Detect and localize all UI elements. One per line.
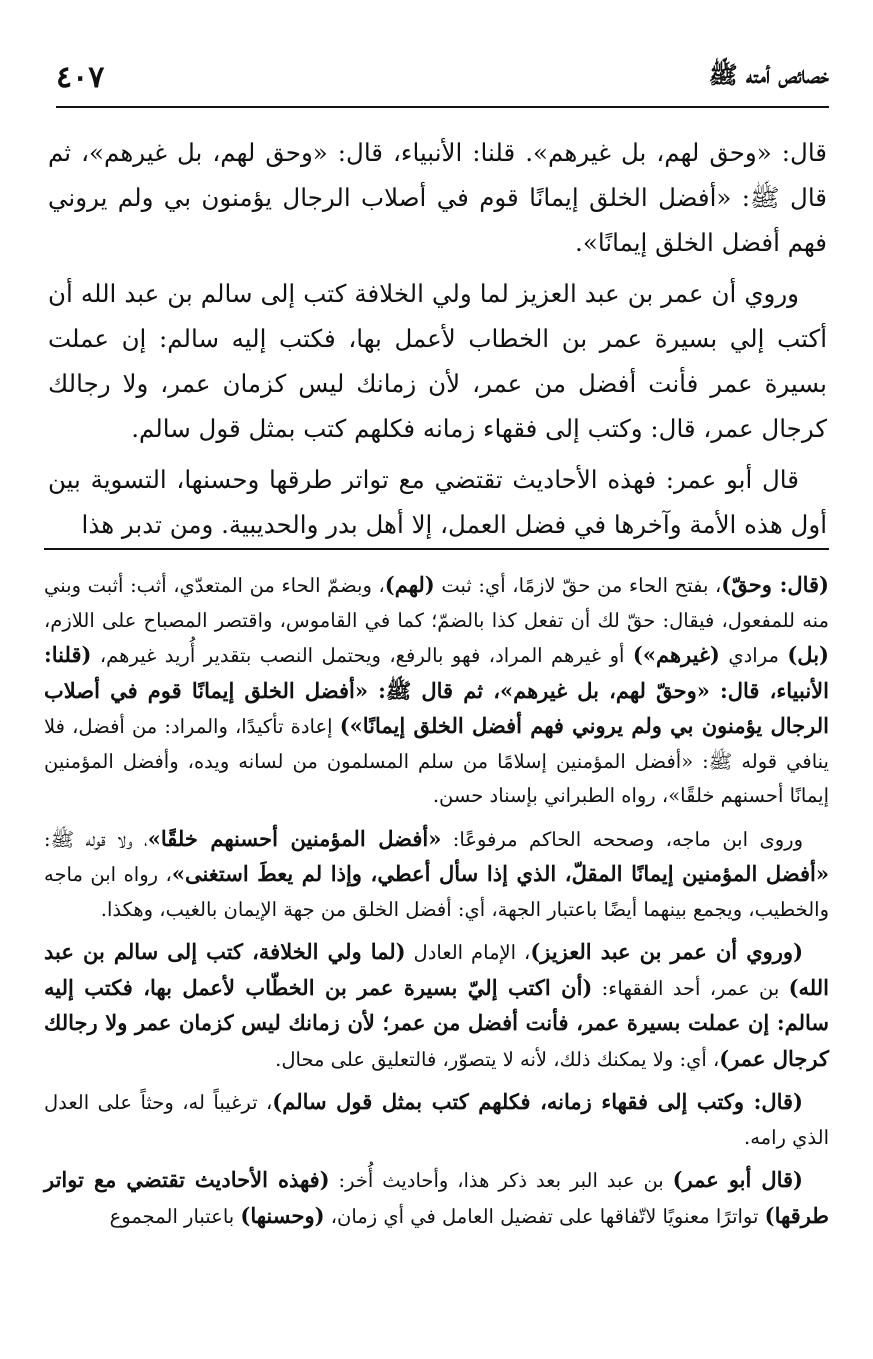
running-title: خصائص أمته ﷺ [708, 59, 829, 89]
commentary-paragraph [44, 568, 829, 814]
main-text [48, 130, 827, 553]
main-paragraph: قال: «وحق لهم، بل غيرهم». قلنا: الأنبياء، قال: «وحق لهم، بل غيرهم»، ثم قال ﷺ: «أفضل الخلق إيمانًا قوم في أصلاب الرجال يؤمنون بي ولم يروني فهم أفضل الخلق إيمانًا». [48, 138, 827, 257]
commentary-text: ، رواه ابن ماجه والخطيب، ويجمع بينهما أيضًا باعتبار الجهة، أي: أفضل الخلق من جهة الإيمان بالغيب، وهكذا. [44, 863, 829, 921]
commentary-text: ، ترغيباً له، وحثاً على العدل الذي رامه. [44, 1091, 829, 1149]
quoted-text: (غيرهم») [632, 642, 720, 667]
quoted-text: «أفضل المؤمنين أحسنهم خلقًا» [147, 825, 442, 851]
commentary-text: ، ولا قوله ﷺ: [44, 827, 148, 851]
main-paragraph: قال أبو عمر: فهذه الأحاديث تقتضي مع تواتر طرقها وحسنها، التسوية بين أول هذه الأمة وآخرها في فضل العمل، إلا أهل بدر والحديبية. ومن تدبر هذا [48, 465, 827, 539]
commentary-text: بن عمر، أحد الفقهاء: [592, 976, 789, 1000]
quoted-text: (قال: وحقّ) [721, 572, 829, 597]
header-rule [56, 106, 829, 108]
commentary-text: أو غيرهم المراد، فهو بالرفع، ويحتمل النصب بتقدير أُريد غيرهم، [91, 644, 633, 667]
quoted-text: (لما ولي الخلافة، كتب إلى سالم بن عبد الله) [44, 939, 829, 1000]
page-header [56, 56, 829, 98]
commentary-text: مرادي [719, 644, 788, 667]
commentary-text: بن عبد البر بعد ذكر هذا، وأحاديث أُخر: [329, 1169, 673, 1192]
commentary [44, 568, 829, 1242]
quoted-text: (قال أبو عمر) [672, 1167, 803, 1192]
commentary-text: ، أي: ولا يمكنك ذلك، لأنه لا يتصوّر، فالتعليق على محال. [275, 1047, 720, 1071]
quoted-text: (قلنا: الأنبياء، قال: «وحقّ لهم، بل غيرهم»، ثم قال ﷺ: «أفضل الخلق إيمانًا قوم في أصلاب الرجال يؤمنون بي ولم يروني فهم أفضل الخلق إيمانًا») [44, 642, 829, 738]
commentary-paragraph [44, 822, 829, 928]
footnote-separator [44, 548, 829, 550]
commentary-text: وروى ابن ماجه، وصححه الحاكم مرفوعًا: [441, 827, 803, 851]
quoted-text: (لهم) [384, 572, 435, 597]
quoted-text: (بل) [787, 642, 829, 667]
commentary-text: إعادة تأكيدًا، والمراد: من أفضل، فلا ينافي قوله ﷺ: «أفضل المؤمنين إسلامًا من سلم المسلمون من لسانه ويده، وأفضل المؤمنين إيمانًا أحسنهم خلقًا»، رواه الطبراني بإسناد حسن. [44, 715, 829, 807]
commentary-text: ، الإمام العادل [405, 941, 531, 964]
commentary-paragraph [44, 1085, 829, 1155]
quoted-text: (فهذه الأحاديث تقتضي مع تواتر طرقها) [44, 1167, 829, 1228]
quoted-text: «أفضل المؤمنين إيمانًا المقلّ، الذي إذا سأل أعطي، وإذا لم يعطَ استغنى» [171, 861, 829, 886]
commentary-text: تواترًا معنويًا لاتّفاقها على تفضيل العامل في أي زمان، [324, 1204, 765, 1228]
commentary-text: ، بفتح الحاء من حقّ لازمًا، أي: ثبت [434, 574, 722, 597]
quoted-text: (وروي أن عمر بن عبد العزيز) [530, 939, 804, 964]
commentary-paragraph [44, 935, 829, 1077]
commentary-text: باعتبار المجموع [109, 1204, 241, 1228]
main-paragraph: وروي أن عمر بن عبد العزيز لما ولي الخلافة كتب إلى سالم بن عبد الله أن أكتب إلي بسيرة عمر بن الخطاب لأعمل بها، فكتب إليه سالم: إن عملت بسيرة عمر فأنت أفضل من عمر، لأن زمانك ليس كزمان عمر، ولا رجالك كرجال عمر، قال: وكتب إلى فقهاء زمانه فكلهم كتب بمثل قول سالم. [48, 279, 827, 443]
page-number: ٤٠٧ [56, 59, 105, 95]
quoted-text: (أن اكتب إليّ بسيرة عمر بن الخطّاب لأعمل بها، فكتب إليه سالم: إن عملت بسيرة عمر، فأنت أفضل من عمر؛ لأن زمانك ليس كزمان عمر ولا رجالك كرجال عمر) [44, 974, 829, 1071]
commentary-paragraph [44, 1163, 829, 1234]
quoted-text: (قال: وكتب إلى فقهاء زمانه، فكلهم كتب بمثل قول سالم) [272, 1089, 803, 1114]
commentary-text: ، وبضمّ الحاء من المتعدّي، أثب: أثبت وبني منه للمفعول، فيقال: حقّ لك أن تفعل كذا بالضمّ؛ كما في القاموس، واقتصر المصباح على اللازم، [44, 574, 829, 632]
quoted-text: (وحسنها) [240, 1202, 325, 1228]
